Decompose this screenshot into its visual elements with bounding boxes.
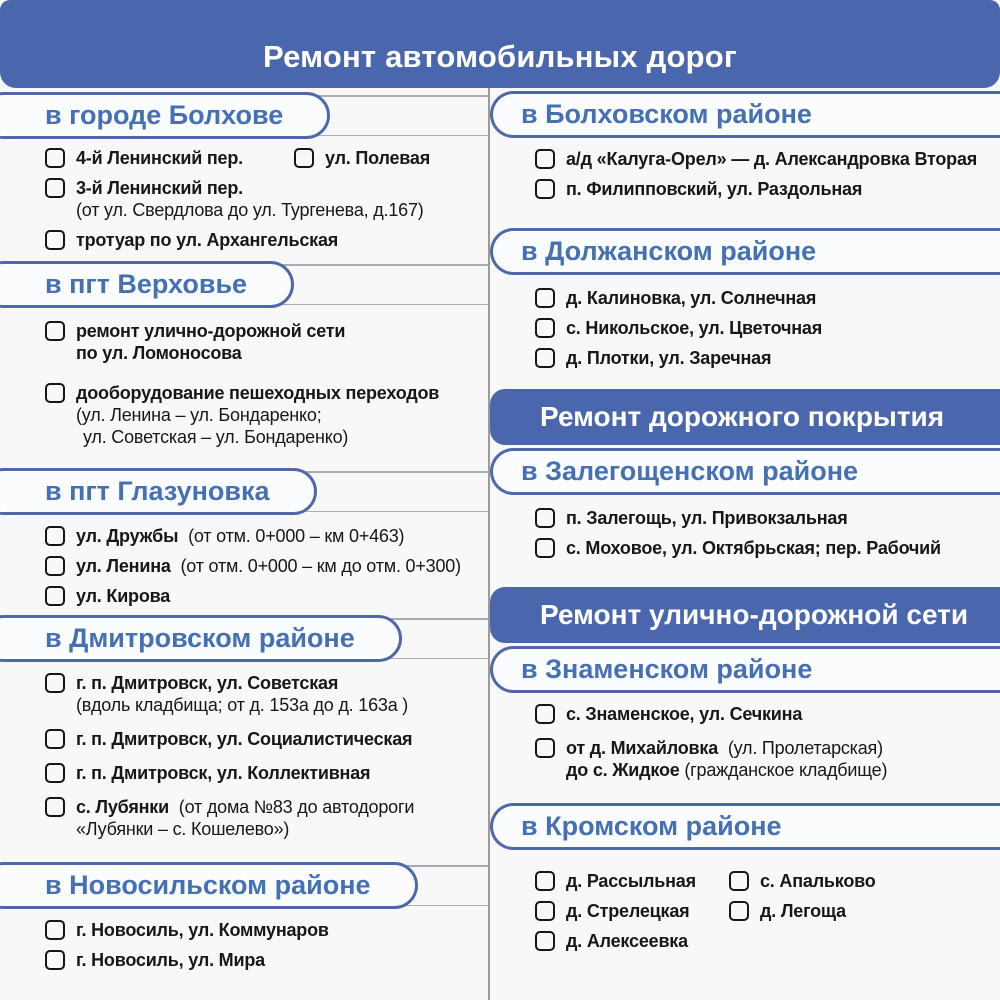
list-item bbox=[729, 900, 876, 922]
item-main-text: 3-й Ленинский пер. bbox=[76, 178, 243, 198]
section-title: в Знаменском районе bbox=[521, 654, 813, 684]
list-item bbox=[535, 148, 996, 170]
checkbox[interactable] bbox=[45, 950, 65, 970]
checkbox[interactable] bbox=[45, 729, 65, 749]
section-header-pill bbox=[0, 261, 294, 308]
list-item bbox=[535, 703, 996, 725]
item-label: п. Залегощь, ул. Привокзальная bbox=[566, 508, 848, 528]
list-item bbox=[45, 320, 484, 364]
section-header-znamensky bbox=[490, 646, 1000, 693]
page-title: Ремонт автомобильных дорог bbox=[263, 39, 737, 74]
item-note: ул. Советская – ул. Бондаренко) bbox=[83, 427, 349, 447]
banner-title: Ремонт дорожного покрытия bbox=[540, 401, 945, 432]
item-note: (вдоль кладбища; от д. 153а до д. 163а ) bbox=[76, 695, 409, 715]
item-note: (ул. Пролетарская) bbox=[727, 738, 883, 758]
section-title: в Новосильском районе bbox=[45, 870, 371, 900]
section-items-znamensky bbox=[490, 703, 1000, 781]
item-note: (от ул. Свердлова до ул. Тургенева, д.167) bbox=[76, 200, 424, 220]
list-item bbox=[45, 919, 484, 941]
section-items-verkhovye bbox=[0, 320, 488, 448]
item-label: тротуар по ул. Архангельская bbox=[76, 230, 339, 250]
item-main-text: ул. Ленина bbox=[76, 556, 171, 576]
section-header-pill bbox=[0, 92, 330, 139]
checkbox[interactable] bbox=[45, 230, 65, 250]
item-label: с. Апальково bbox=[760, 871, 876, 891]
section-header-bolkhovsky bbox=[490, 91, 1000, 138]
item-label bbox=[566, 737, 887, 781]
section-items-bolkhovsky bbox=[490, 148, 1000, 200]
item-label: г. п. Дмитровск, ул. Социалистическая bbox=[76, 729, 413, 749]
list-item bbox=[535, 870, 729, 892]
section-header-kromskoy bbox=[490, 803, 1000, 850]
checkbox[interactable] bbox=[535, 931, 555, 951]
section-title: в Болховском районе bbox=[521, 99, 812, 129]
banner-title: Ремонт улично-дорожной сети bbox=[540, 599, 969, 630]
list-item bbox=[45, 585, 484, 607]
checkbox[interactable] bbox=[45, 383, 65, 403]
section-title: в Залегощенском районе bbox=[521, 456, 859, 486]
list-item bbox=[535, 178, 996, 200]
list-item bbox=[45, 672, 484, 716]
item-main-text: от д. Михайловка bbox=[566, 738, 719, 758]
section-title: в пгт Верховье bbox=[45, 269, 248, 299]
item-note: (от отм. 0+000 – км до отм. 0+300) bbox=[180, 556, 461, 576]
item-label bbox=[76, 525, 404, 547]
list-item bbox=[535, 347, 996, 369]
section-items-kromskoy bbox=[490, 862, 1000, 960]
list-item bbox=[45, 147, 294, 169]
checkbox[interactable] bbox=[535, 538, 555, 558]
checkbox[interactable] bbox=[45, 673, 65, 693]
section-title: в Должанском районе bbox=[521, 236, 817, 266]
list-item bbox=[45, 796, 484, 840]
checkbox[interactable] bbox=[45, 920, 65, 940]
section-items-bolkhov-city bbox=[0, 147, 488, 251]
item-label: д. Рассыльная bbox=[566, 871, 696, 891]
item-label: д. Плотки, ул. Заречная bbox=[566, 348, 772, 368]
item-label bbox=[76, 382, 439, 448]
item-label: а/д «Калуга-Орел» — д. Александровка Вторая bbox=[566, 149, 978, 169]
checkbox[interactable] bbox=[535, 179, 555, 199]
item-label: 4-й Ленинский пер. bbox=[76, 148, 243, 168]
item-main-text: ремонт улично-дорожной сети bbox=[76, 321, 346, 341]
list-item bbox=[535, 507, 996, 529]
checkbox[interactable] bbox=[535, 871, 555, 891]
checkbox[interactable] bbox=[535, 704, 555, 724]
list-item bbox=[535, 737, 996, 781]
section-title: в Кромском районе bbox=[521, 811, 782, 841]
item-main-text: г. п. Дмитровск, ул. Советская bbox=[76, 673, 339, 693]
list-item bbox=[45, 555, 484, 577]
checkbox[interactable] bbox=[729, 901, 749, 921]
section-title: в городе Болхове bbox=[45, 100, 284, 130]
list-item bbox=[535, 900, 729, 922]
section-header-pill bbox=[0, 468, 317, 515]
section-title: в Дмитровском районе bbox=[45, 623, 355, 653]
list-item bbox=[535, 317, 996, 339]
section-title: в пгт Глазуновка bbox=[45, 476, 270, 506]
item-label: г. Новосиль, ул. Мира bbox=[76, 950, 265, 970]
checkbox[interactable] bbox=[535, 149, 555, 169]
list-item bbox=[45, 177, 484, 221]
items-column-2 bbox=[729, 862, 876, 960]
item-label: с. Моховое, ул. Октябрьская; пер. Рабочий bbox=[566, 538, 941, 558]
item-label: ул. Полевая bbox=[325, 148, 431, 168]
item-main-text: до с. Жидкое bbox=[566, 760, 680, 780]
list-item bbox=[729, 870, 876, 892]
item-label: д. Стрелецкая bbox=[566, 901, 690, 921]
item-label: д. Калиновка, ул. Солнечная bbox=[566, 288, 817, 308]
item-pair-row bbox=[45, 147, 484, 169]
item-label bbox=[76, 320, 345, 364]
item-note: «Лубянки – с. Кошелево») bbox=[76, 819, 290, 839]
section-items-dmitrovsky bbox=[0, 672, 488, 840]
item-note: (гражданское кладбище) bbox=[684, 760, 888, 780]
item-label: г. п. Дмитровск, ул. Коллективная bbox=[76, 763, 371, 783]
checkbox[interactable] bbox=[535, 348, 555, 368]
list-item bbox=[535, 930, 729, 952]
item-main-text: с. Лубянки bbox=[76, 797, 169, 817]
item-label: ул. Кирова bbox=[76, 586, 171, 606]
item-main-text-line2: по ул. Ломоносова bbox=[76, 343, 242, 363]
item-label bbox=[76, 555, 461, 577]
section-header-verkhovye bbox=[0, 261, 488, 308]
banner-road-surface-repair bbox=[490, 389, 1000, 445]
item-label: п. Филипповский, ул. Раздольная bbox=[566, 179, 863, 199]
items-column-1 bbox=[535, 862, 729, 960]
list-item bbox=[45, 949, 484, 971]
checkbox[interactable] bbox=[45, 526, 65, 546]
page-title-banner bbox=[0, 0, 1000, 88]
banner-street-network-repair bbox=[490, 587, 1000, 643]
checkbox[interactable] bbox=[45, 797, 65, 817]
section-header-dmitrovsky bbox=[0, 615, 488, 662]
checkbox[interactable] bbox=[729, 871, 749, 891]
item-label: г. Новосиль, ул. Коммунаров bbox=[76, 920, 329, 940]
list-item bbox=[294, 147, 430, 169]
checkbox[interactable] bbox=[535, 738, 555, 758]
item-note: (от отм. 0+000 – км 0+463) bbox=[188, 526, 405, 546]
checkbox[interactable] bbox=[535, 508, 555, 528]
item-note: (ул. Ленина – ул. Бондаренко; bbox=[76, 405, 322, 425]
section-header-glazunovka bbox=[0, 468, 488, 515]
list-item bbox=[45, 762, 484, 784]
checkbox[interactable] bbox=[535, 288, 555, 308]
list-item bbox=[45, 728, 484, 750]
list-item bbox=[45, 525, 484, 547]
right-column bbox=[488, 88, 1000, 1000]
section-header-bolkhov-city bbox=[0, 92, 488, 139]
section-header-dolzhansky bbox=[490, 228, 1000, 275]
section-header-pill bbox=[0, 615, 402, 662]
item-label bbox=[76, 796, 414, 840]
checkbox[interactable] bbox=[45, 763, 65, 783]
item-label bbox=[76, 672, 408, 716]
item-note: (от дома №83 до автодороги bbox=[178, 797, 415, 817]
section-items-novosilsky bbox=[0, 919, 488, 971]
item-label: д. Легоща bbox=[760, 901, 846, 921]
checkbox[interactable] bbox=[45, 586, 65, 606]
section-header-zalegoshchensky bbox=[490, 448, 1000, 495]
left-column bbox=[0, 88, 488, 1000]
checkbox[interactable] bbox=[535, 318, 555, 338]
section-items-dolzhansky bbox=[490, 287, 1000, 369]
item-label: д. Алексеевка bbox=[566, 931, 688, 951]
list-item bbox=[45, 382, 484, 448]
item-main-text: дооборудование пешеходных переходов bbox=[76, 383, 440, 403]
item-label: с. Знаменское, ул. Сечкина bbox=[566, 704, 803, 724]
checkbox[interactable] bbox=[294, 148, 314, 168]
item-label bbox=[76, 177, 424, 221]
list-item bbox=[535, 287, 996, 309]
section-header-novosilsky bbox=[0, 862, 488, 909]
checkbox[interactable] bbox=[45, 178, 65, 198]
item-label: с. Никольское, ул. Цветочная bbox=[566, 318, 823, 338]
section-items-zalegoshchensky bbox=[490, 507, 1000, 559]
item-main-text: ул. Дружбы bbox=[76, 526, 179, 546]
list-item bbox=[45, 229, 484, 251]
checkbox[interactable] bbox=[45, 321, 65, 341]
section-items-glazunovka bbox=[0, 525, 488, 607]
section-header-pill bbox=[0, 862, 418, 909]
item-line2 bbox=[566, 759, 887, 781]
columns bbox=[0, 88, 1000, 1000]
checkbox[interactable] bbox=[45, 148, 65, 168]
checkbox[interactable] bbox=[45, 556, 65, 576]
list-item bbox=[535, 537, 996, 559]
checkbox[interactable] bbox=[535, 901, 555, 921]
